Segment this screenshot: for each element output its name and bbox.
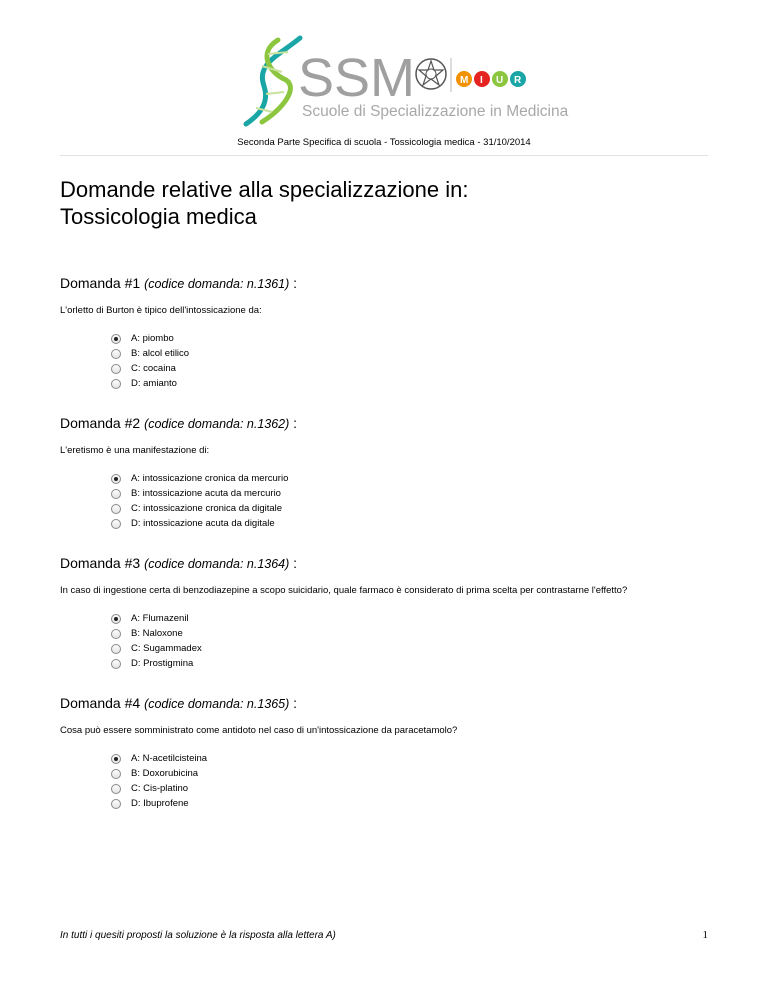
- dna-helix-icon: [246, 38, 300, 124]
- answer-option[interactable]: [111, 331, 708, 346]
- logo-wordmark: SSM: [298, 48, 416, 108]
- footer-note: In tutti i quesiti proposti la soluzione è la risposta alla lettera A): [60, 930, 336, 941]
- question-code: (codice domanda: n.1365): [144, 697, 290, 711]
- radio-button[interactable]: [111, 659, 121, 669]
- answer-option[interactable]: [111, 611, 708, 626]
- radio-button[interactable]: [111, 769, 121, 779]
- page-title: [60, 176, 468, 230]
- question-text: L'orletto di Burton è tipico dell'intossicazione da:: [60, 305, 262, 316]
- answer-option[interactable]: [111, 641, 708, 656]
- question-code: (codice domanda: n.1361): [144, 277, 290, 291]
- miur-logo-icon: [456, 71, 526, 87]
- answer-label: D: intossicazione acuta da digitale: [131, 517, 275, 529]
- answer-option[interactable]: [111, 516, 708, 531]
- answer-label: B: intossicazione acuta da mercurio: [131, 487, 281, 499]
- svg-text:M: M: [460, 75, 469, 86]
- radio-button[interactable]: [111, 644, 121, 654]
- question-number: Domanda #3: [60, 555, 141, 571]
- page-title-line-2: Tossicologia medica: [60, 204, 257, 229]
- question-3: [60, 555, 708, 671]
- question-separator: :: [289, 695, 298, 711]
- radio-button[interactable]: [111, 629, 121, 639]
- document-subtitle: Seconda Parte Specifica di scuola - Tossicologia medica - 31/10/2014: [237, 137, 531, 148]
- answer-options: [111, 611, 708, 671]
- answer-option[interactable]: [111, 796, 708, 811]
- answer-option[interactable]: [111, 471, 708, 486]
- svg-text:I: I: [480, 75, 483, 86]
- answer-label: C: Sugammadex: [131, 642, 202, 654]
- answer-label: C: Cis-platino: [131, 782, 189, 794]
- answer-label: A: N-acetilcisteina: [131, 752, 208, 764]
- svg-text:R: R: [514, 75, 522, 86]
- radio-button[interactable]: [111, 379, 121, 389]
- question-heading: [60, 695, 708, 713]
- question-separator: :: [289, 555, 298, 571]
- answer-options: [111, 331, 708, 391]
- answer-label: B: alcol etilico: [131, 347, 190, 359]
- logo-tagline: Scuole di Specializzazione in Medicina: [302, 103, 569, 120]
- question-heading: [60, 275, 708, 293]
- radio-button[interactable]: [111, 364, 121, 374]
- question-1: [60, 275, 708, 391]
- answer-option[interactable]: [111, 361, 708, 376]
- radio-button[interactable]: [111, 349, 121, 359]
- answer-label: C: cocaina: [131, 362, 176, 374]
- radio-button[interactable]: [111, 519, 121, 529]
- answer-label: B: Doxorubicina: [131, 767, 199, 779]
- answer-label: B: Naloxone: [131, 627, 183, 639]
- page-number: 1: [702, 929, 708, 941]
- header-divider: [60, 155, 708, 156]
- answer-label: A: intossicazione cronica da mercurio: [131, 472, 289, 484]
- answer-option[interactable]: [111, 626, 708, 641]
- answer-label: A: piombo: [131, 332, 174, 344]
- answer-options: [111, 751, 708, 811]
- svg-text:U: U: [496, 75, 504, 86]
- question-code: (codice domanda: n.1362): [144, 417, 290, 431]
- answer-option[interactable]: [111, 376, 708, 391]
- question-heading: [60, 555, 708, 573]
- question-number: Domanda #4: [60, 695, 141, 711]
- answer-option[interactable]: [111, 486, 708, 501]
- answer-option[interactable]: [111, 346, 708, 361]
- answer-option[interactable]: [111, 766, 708, 781]
- answer-option[interactable]: [111, 656, 708, 671]
- answer-label: C: intossicazione cronica da digitale: [131, 502, 283, 514]
- ssm-logo: [238, 34, 569, 126]
- answer-option[interactable]: [111, 781, 708, 796]
- question-separator: :: [289, 415, 298, 431]
- answer-option[interactable]: [111, 751, 708, 766]
- question-text: Cosa può essere somministrato come antidoto nel caso di un'intossicazione da paracetamolo?: [60, 725, 458, 736]
- answer-label: A: Flumazenil: [131, 612, 189, 624]
- radio-button[interactable]: [111, 504, 121, 514]
- question-text: L'eretismo è una manifestazione di:: [60, 445, 210, 456]
- radio-button-checked[interactable]: [111, 474, 121, 484]
- question-number: Domanda #1: [60, 275, 141, 291]
- answer-option[interactable]: [111, 501, 708, 516]
- radio-button[interactable]: [111, 784, 121, 794]
- answer-label: D: amianto: [131, 377, 177, 389]
- question-4: [60, 695, 708, 811]
- radio-button-checked[interactable]: [111, 754, 121, 764]
- radio-button[interactable]: [111, 799, 121, 809]
- answer-label: D: Ibuprofene: [131, 797, 189, 809]
- question-2: [60, 415, 708, 531]
- question-heading: [60, 415, 708, 433]
- question-text: In caso di ingestione certa di benzodiazepine a scopo suicidario, quale farmaco è considerato di prima scelta per contrastarne l'effetto?: [60, 585, 628, 596]
- italian-emblem-icon: [416, 59, 446, 89]
- question-code: (codice domanda: n.1364): [144, 557, 290, 571]
- radio-button-checked[interactable]: [111, 334, 121, 344]
- radio-button[interactable]: [111, 489, 121, 499]
- radio-button-checked[interactable]: [111, 614, 121, 624]
- answer-options: [111, 471, 708, 531]
- question-number: Domanda #2: [60, 415, 141, 431]
- question-separator: :: [289, 275, 298, 291]
- page-title-line-1: Domande relative alla specializzazione in:: [60, 177, 469, 202]
- answer-label: D: Prostigmina: [131, 657, 194, 669]
